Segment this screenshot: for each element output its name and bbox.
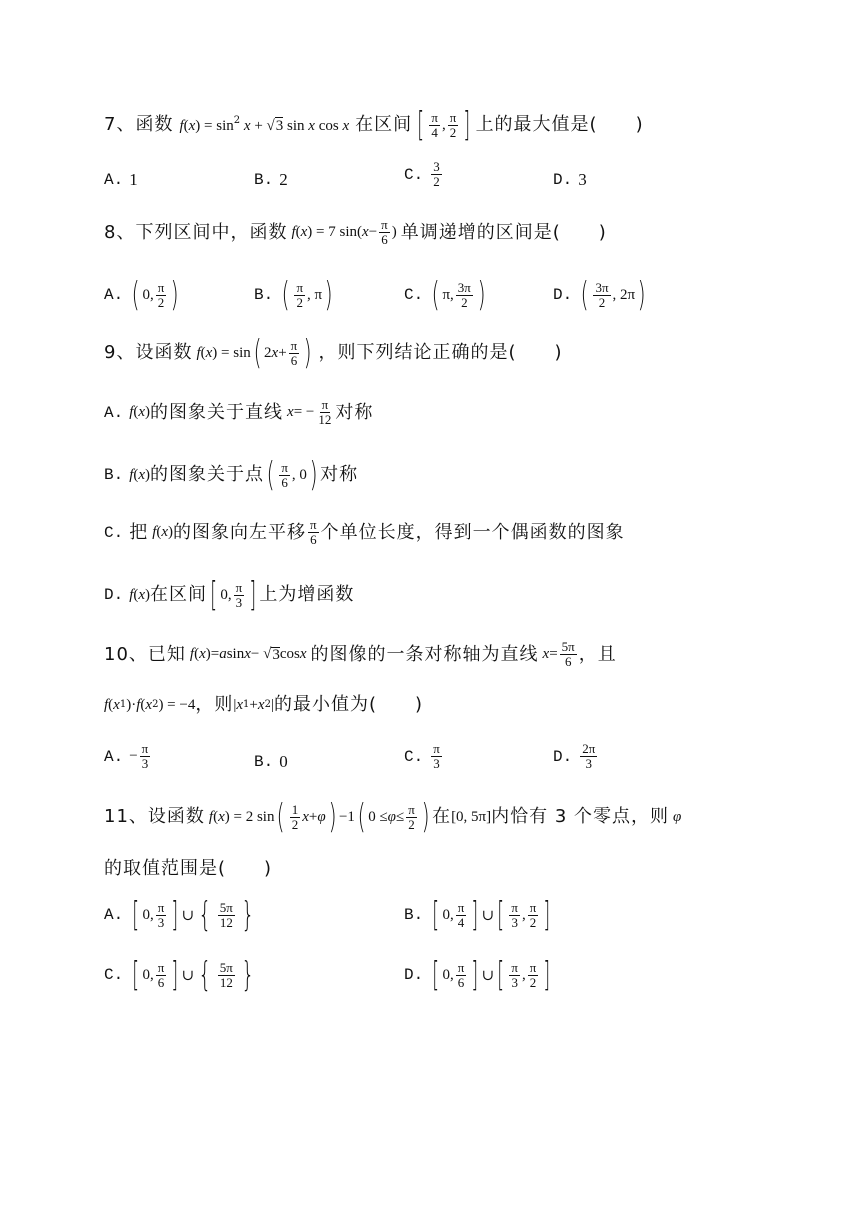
q8-option-d: D. ( $\frac{3\pi}{2}$ , 2π ) <box>553 275 646 315</box>
q7-option-d: D. 3 <box>553 170 587 189</box>
q7-interval: [ $\frac{\pi}{4}$ , $\frac{\pi}{2}$ ] <box>417 105 471 145</box>
q11-option-c: C. [ 0, $\frac{\pi}{6}$ ] ∪ { $\frac{5\pi}{12}$ } <box>104 955 255 995</box>
q10-option-b: B. 0 <box>254 752 288 771</box>
q9-option-d: D. f ( x ) 在区间 [ 0, $\frac{\pi}{3}$ ] 上为增函数 <box>104 575 355 615</box>
q10-line2: f ( x 1 )· f ( x 2 ) = −4 ，则 | x 1 + x 2 | 的最小值为( ) <box>104 694 423 715</box>
q7-option-b: B. 2 <box>254 170 288 189</box>
q7-stem: 7、函数 <box>104 114 174 135</box>
q9-option-a: A. f ( x ) 的图象关于直线 x = − $\frac{\pi}{12}$ 对称 <box>104 397 374 427</box>
q8-option-c: C. ( π, $\frac{3\pi}{2}$ ) <box>404 275 486 315</box>
q8-formula: f ( x ) = 7 sin( x − $\frac{\pi}{6}$ ) <box>291 217 397 247</box>
question-11: 11、设函数 f ( x ) = 2 sin ( $\frac{1}{2}$ x + φ ) −1 ( 0 ≤ φ ≤ $\frac{\pi}{2}$ ) 在 [0, 5π] 内恰有 3 个零点，则 φ <box>104 797 682 837</box>
q11-option-b: B. [ 0, $\frac{\pi}{4}$ ] ∪ [ $\frac{\pi}{3}$ , $\frac{\pi}{2}$ ] <box>404 895 551 935</box>
question-10: 10、已知 f ( x )= a sin x − √ 3 cos x 的图像的一条对称轴为直线 x = $\frac{5\pi}{6}$ ，且 <box>104 639 617 669</box>
question-8 <box>104 218 607 247</box>
q7-mid: 在区间 <box>355 114 413 135</box>
q11-option-d: D. [ 0, $\frac{\pi}{6}$ ] ∪ [ $\frac{\pi}{3}$ , $\frac{\pi}{2}$ ] <box>404 955 551 995</box>
question-9 <box>104 333 563 373</box>
q8-stem: 8、下列区间中，函数 <box>104 221 288 243</box>
q7-option-a: A. 1 <box>104 170 138 189</box>
q8-tail: 单调递增的区间是( ) <box>400 221 607 243</box>
q9-tail: ，则下列结论正确的是( ) <box>318 342 563 363</box>
q7-formula: $f(x) = \sin^2 x + √3$ sin x cos x <box>179 115 350 134</box>
q9-stem: 9、设函数 <box>104 342 193 363</box>
q11-line2: 的取值范围是( ) <box>104 858 273 879</box>
q7-tail: 上的最大值是( ) <box>475 114 644 135</box>
q9-formula: f ( x ) = sin ( 2 x + $\frac{\pi}{6}$ ) <box>196 333 312 373</box>
q9-option-b: B. f ( x ) 的图象关于点 ( $\frac{\pi}{6}$ , 0 ) 对称 <box>104 455 359 495</box>
q10-option-d: D. $\frac{2\pi}{3}$ <box>553 741 596 771</box>
q10-option-a: A. − $\frac{\pi}{3}$ <box>104 741 149 771</box>
q8-option-b: B. ( $\frac{\pi}{2}$ , π ) <box>254 275 333 315</box>
q9-option-c: C. 把 f ( x ) 的图象向左平移 $\frac{\pi}{6}$ 个单位长度，得到一个偶函数的图象 <box>104 517 625 547</box>
q11-option-a: A. [ 0, $\frac{\pi}{3}$ ] ∪ { $\frac{5\pi}{12}$ } <box>104 895 255 935</box>
q10-option-c: C. $\frac{\pi}{3}$ <box>404 741 440 771</box>
q8-option-a: A. ( 0, $\frac{\pi}{2}$ ) <box>104 275 179 315</box>
question-7 <box>104 105 644 145</box>
q7-option-c: C. $\frac{3}{2}$ <box>404 159 440 189</box>
